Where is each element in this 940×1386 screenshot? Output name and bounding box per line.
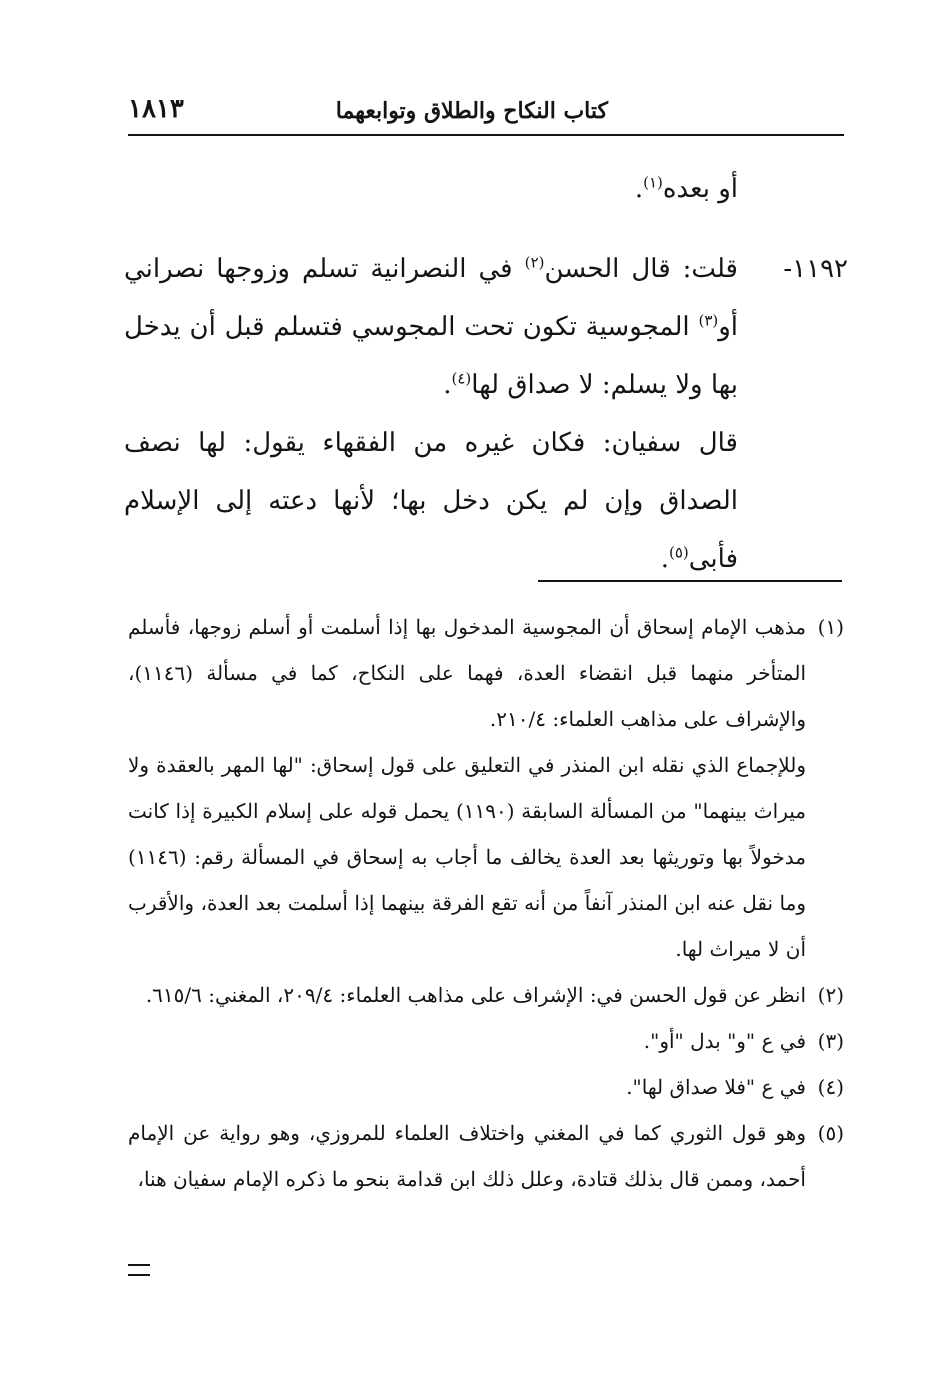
footnote-separator (538, 580, 842, 582)
footnote-text: وهو قول الثوري كما في المغني واختلاف العلماء للمروزي، وهو رواية عن الإمام أحمد، وممن قال بذلك قتادة، وعلل ذلك ابن قدامة بنحو ما ذكره الإمام سفيان هنا، (128, 1121, 806, 1191)
footnote-4 (128, 1064, 844, 1110)
previous-entry-ending (124, 160, 844, 218)
footnote-3 (128, 1018, 844, 1064)
footnote-number: (٢) (817, 983, 844, 1007)
footnote-text: في ع "و" بدل "أو". (643, 1029, 806, 1053)
footnote-1-continuation (128, 742, 844, 972)
running-header (128, 92, 844, 134)
footnotes (128, 604, 844, 1202)
footnote-5 (128, 1110, 844, 1202)
footnote-ref: (٣) (698, 311, 719, 330)
footnote-ref: (٥) (668, 543, 689, 562)
footnote-ref: (١) (643, 173, 663, 192)
footnote-1 (128, 604, 844, 742)
spacer (124, 218, 844, 240)
entry-1192 (124, 240, 848, 414)
continuation-mark (128, 1264, 150, 1276)
entry-text-c: المجوسية تكون تحت المجوسي فتسلم قبل أن يدخل بها ولا يسلم: لا صداق لها (124, 312, 738, 400)
footnote-number: (٣) (817, 1029, 844, 1053)
footnote-text: انظر عن قول الحسن في: الإشراف على مذاهب العلماء: ٢٠٩/٤، المغني: ٦١٥/٦. (145, 983, 806, 1007)
entry-text (124, 240, 738, 414)
entry-number: ١١٩٢- (783, 254, 848, 284)
footnote-number: (٥) (817, 1121, 844, 1145)
footnote-2 (128, 972, 844, 1018)
main-text (124, 160, 848, 588)
footnote-number: (١) (817, 615, 844, 639)
previous-entry-tail: . (634, 174, 644, 204)
sufyan-paragraph (124, 414, 844, 588)
footnote-text: وللإجماع الذي نقله ابن المنذر في التعليق على قول إسحاق: "لها المهر بالعقدة ولا ميراث بينهما" من المسألة السابقة (١١٩٠) يحمل قوله على إسلام الكبيرة إذا كانت مدخولاً بها وتوريثها بعد العدة يخالف ما أجاب به إسحاق في المسألة رقم: (١١٤٦) وما نقل عنه ابن المنذر آنفاً من أنه تقع الفرقة بينهما إذا أسلمت بعد العدة، والأقرب أن لا ميراث لها. (128, 753, 806, 961)
footnote-ref: (٢) (524, 253, 545, 272)
entry-text-a: قلت: قال الحسن (544, 254, 738, 284)
footnote-text: مذهب الإمام إسحاق أن المجوسية المدخول بها إذا أسلمت أو أسلم زوجها، فأسلم المتأخر منهما قبل انقضاء العدة، فهما على النكاح، كما في مسألة (١١٤٦)، والإشراف على مذاهب العلماء: ٢١٠/٤. (128, 615, 806, 731)
footnote-number: (٤) (817, 1075, 844, 1099)
sufyan-text: قال سفيان: فكان غيره من الفقهاء يقول: لها نصف الصداق وإن لم يكن دخل بها؛ لأنها دعته إلى الإسلام فأبى (124, 428, 738, 574)
footnote-text: في ع "فلا صداق لها". (626, 1075, 806, 1099)
header-rule (128, 134, 844, 136)
running-header-title: كتاب النكاح والطلاق وتوابعهما (335, 98, 608, 124)
entry-text-b: في النصرانية تسلم وزوجها نصراني أو (124, 254, 739, 342)
entry-text-tail: . (443, 370, 452, 400)
sufyan-tail: . (660, 544, 669, 574)
footnote-ref: (٤) (451, 369, 472, 388)
previous-entry-text: أو بعده (662, 174, 738, 204)
page-number: ١٨١٣ (128, 94, 184, 124)
